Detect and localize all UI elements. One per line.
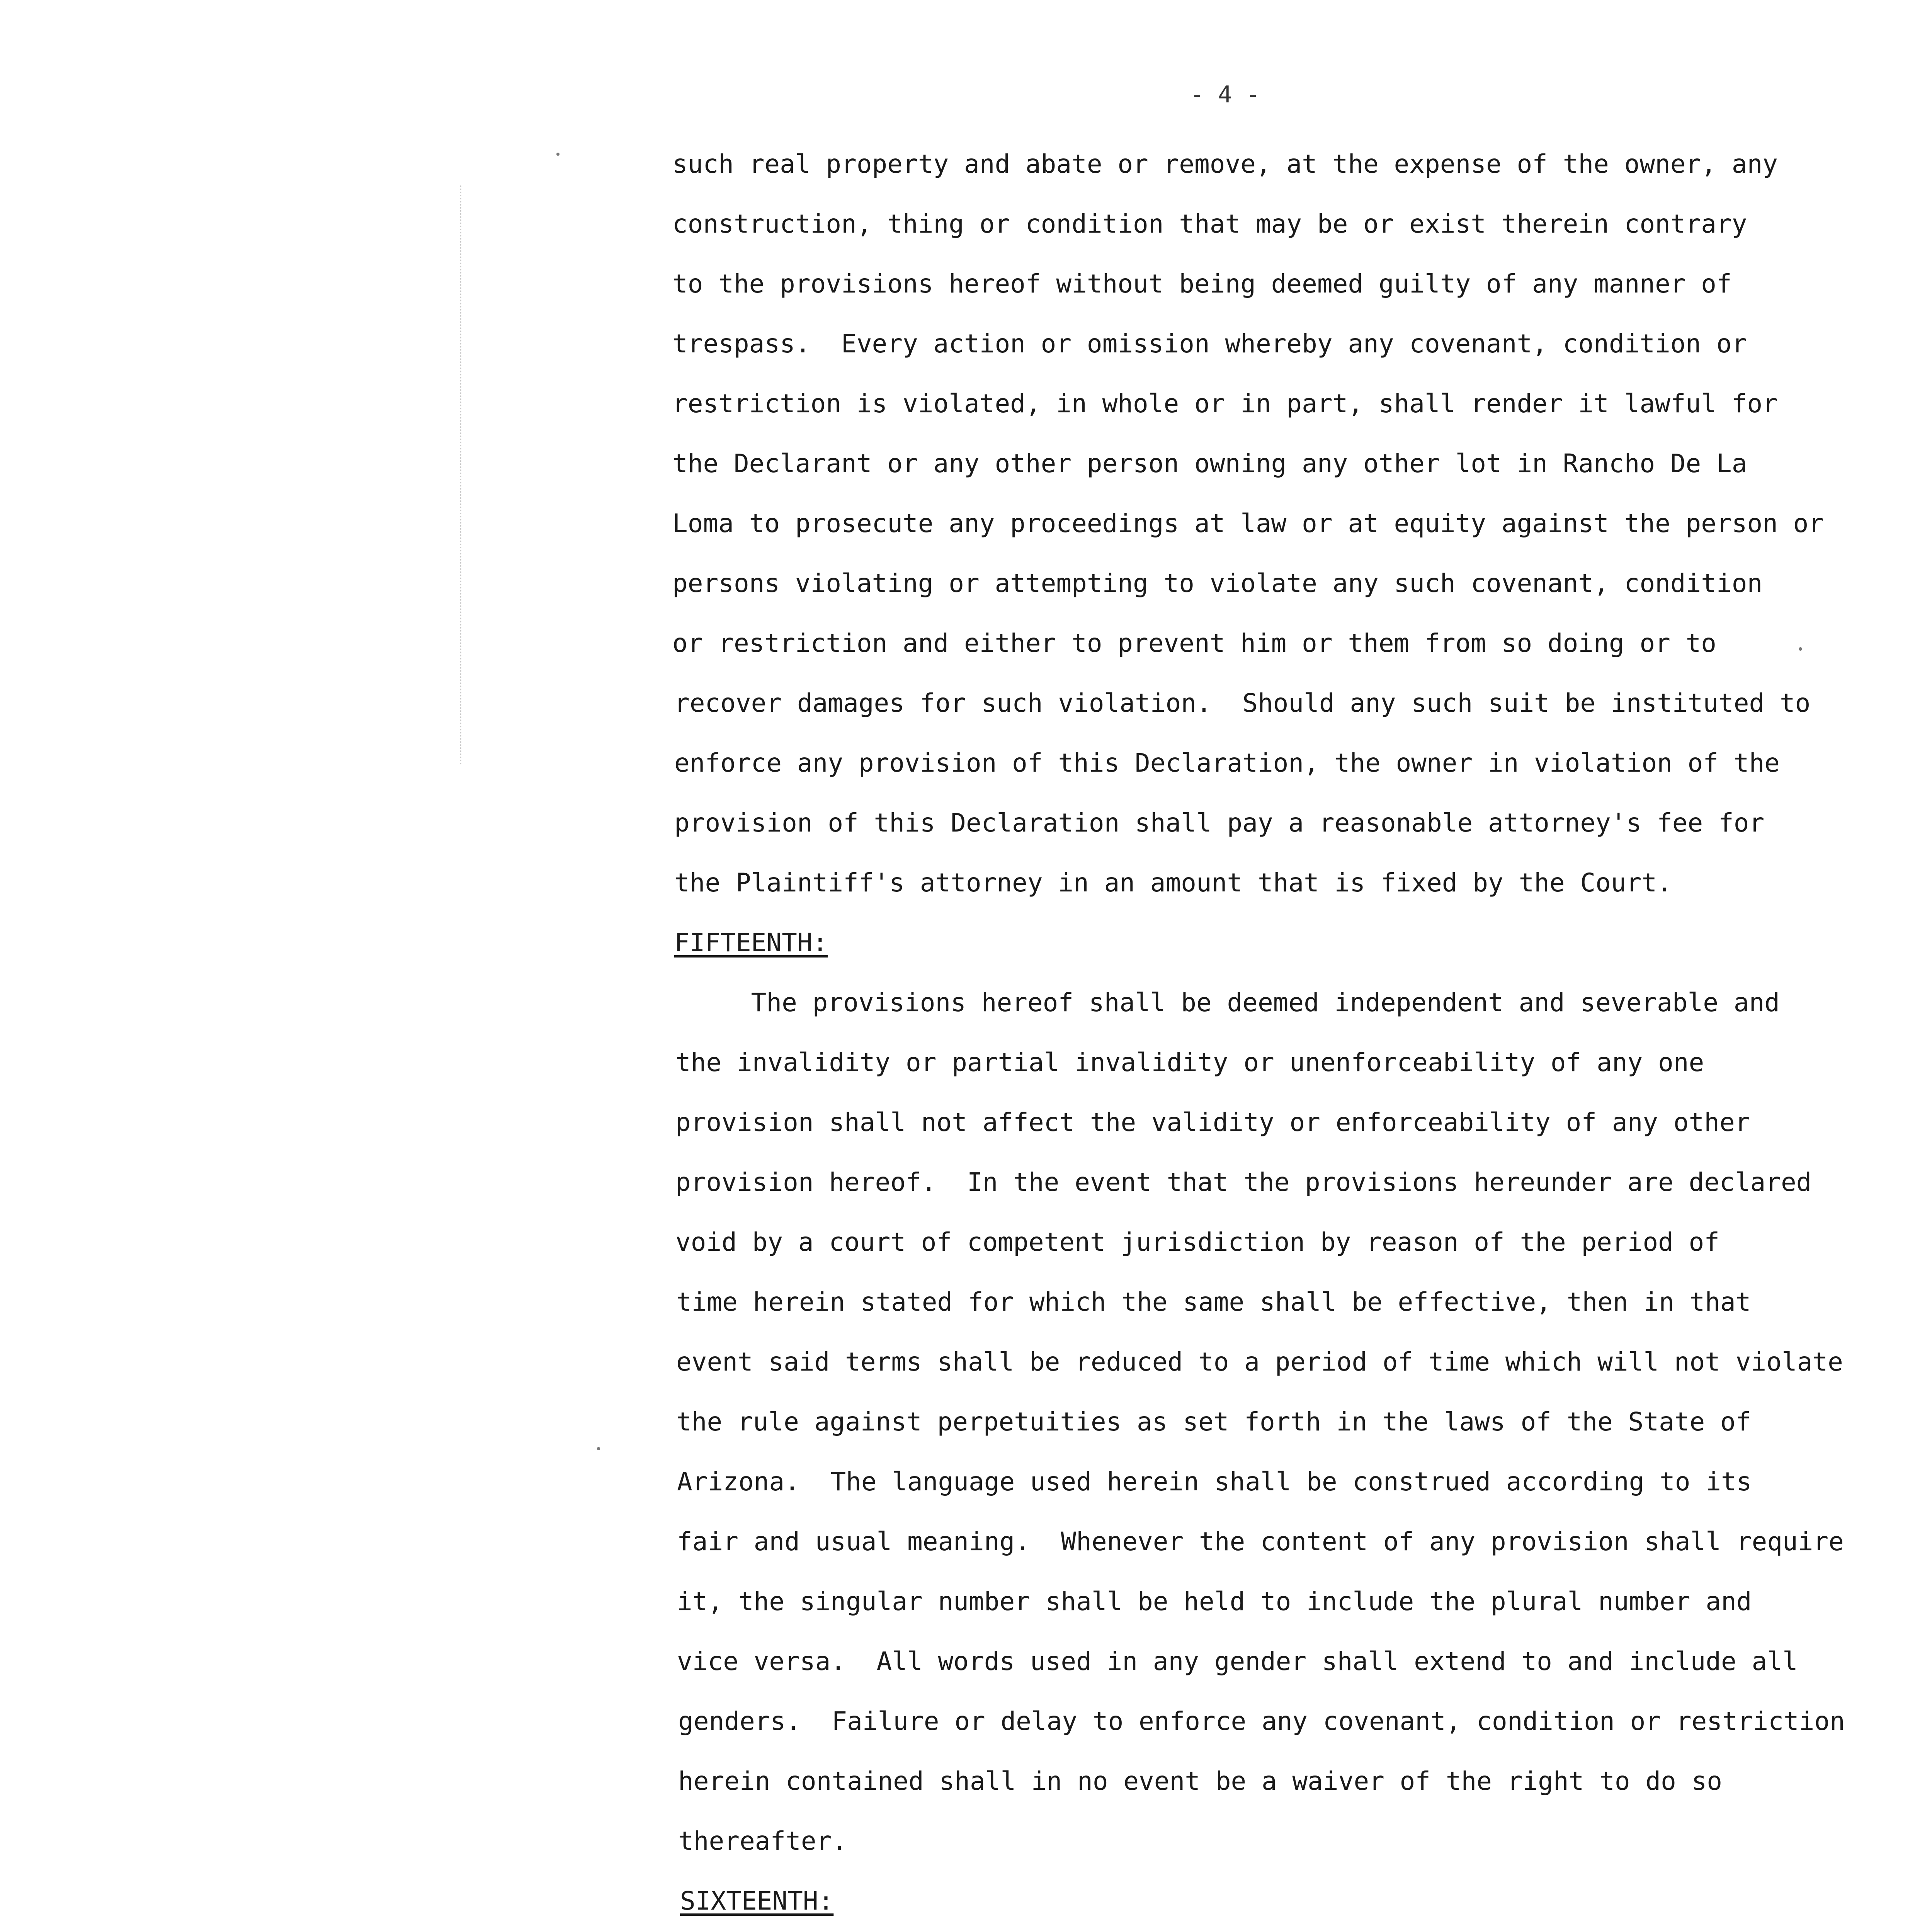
body-line: event said terms shall be reduced to a period of time which will not violate: [676, 1347, 1843, 1377]
body-line: The provisions hereof shall be deemed independent and severable and: [674, 988, 1780, 1017]
body-line: provision of this Declaration shall pay a reasonable attorney's fee for: [674, 808, 1765, 838]
page-number: - 4 -: [1190, 81, 1260, 108]
body-line: provision shall not affect the validity or enforceability of any other: [675, 1107, 1750, 1137]
body-line: the Declarant or any other person owning any other lot in Rancho De La: [672, 449, 1747, 478]
section-heading: FIFTEENTH:: [674, 928, 828, 957]
body-line: restriction is violated, in whole or in part, shall render it lawful for: [672, 389, 1778, 418]
body-line: construction, thing or condition that may be or exist therein contrary: [672, 209, 1747, 239]
margin-rule: [460, 185, 461, 765]
body-line: trespass. Every action or omission whereby any covenant, condition or: [672, 329, 1747, 359]
body-line: the Plaintiff's attorney in an amount that is fixed by the Court.: [674, 868, 1672, 898]
section-heading: SIXTEENTH:: [680, 1886, 834, 1916]
scan-speck: [1799, 647, 1802, 651]
body-line: the rule against perpetuities as set forth in the laws of the State of: [676, 1407, 1751, 1437]
body-line: to the provisions hereof without being deemed guilty of any manner of: [672, 269, 1732, 299]
body-line: genders. Failure or delay to enforce any covenant, condition or restriction: [678, 1706, 1845, 1736]
body-line: provision hereof. In the event that the provisions hereunder are declared: [675, 1167, 1812, 1197]
body-line: time herein stated for which the same shall be effective, then in that: [676, 1287, 1751, 1317]
body-line: vice versa. All words used in any gender shall extend to and include all: [677, 1646, 1798, 1676]
body-line: the invalidity or partial invalidity or unenforceability of any one: [675, 1048, 1704, 1077]
body-line: enforce any provision of this Declaration, the owner in violation of the: [674, 748, 1780, 778]
body-line: Loma to prosecute any proceedings at law or at equity against the person or: [672, 509, 1824, 538]
body-line: such real property and abate or remove, at the expense of the owner, any: [672, 149, 1778, 179]
body-line: recover damages for such violation. Should any such suit be instituted to: [674, 688, 1811, 718]
body-line: herein contained shall in no event be a waiver of the right to do so: [678, 1766, 1723, 1796]
body-line: it, the singular number shall be held to include the plural number and: [677, 1587, 1752, 1616]
body-line: Arizona. The language used herein shall be construed according to its: [677, 1467, 1752, 1497]
body-line: or restriction and either to prevent him or them from so doing or to: [672, 628, 1717, 658]
body-line: persons violating or attempting to violate any such covenant, condition: [672, 568, 1763, 598]
body-line: thereafter.: [678, 1826, 847, 1856]
scan-speck: [556, 153, 560, 156]
body-line: void by a court of competent jurisdiction by reason of the period of: [675, 1227, 1720, 1257]
body-line: fair and usual meaning. Whenever the content of any provision shall require: [677, 1527, 1844, 1556]
scan-speck: [597, 1447, 600, 1450]
